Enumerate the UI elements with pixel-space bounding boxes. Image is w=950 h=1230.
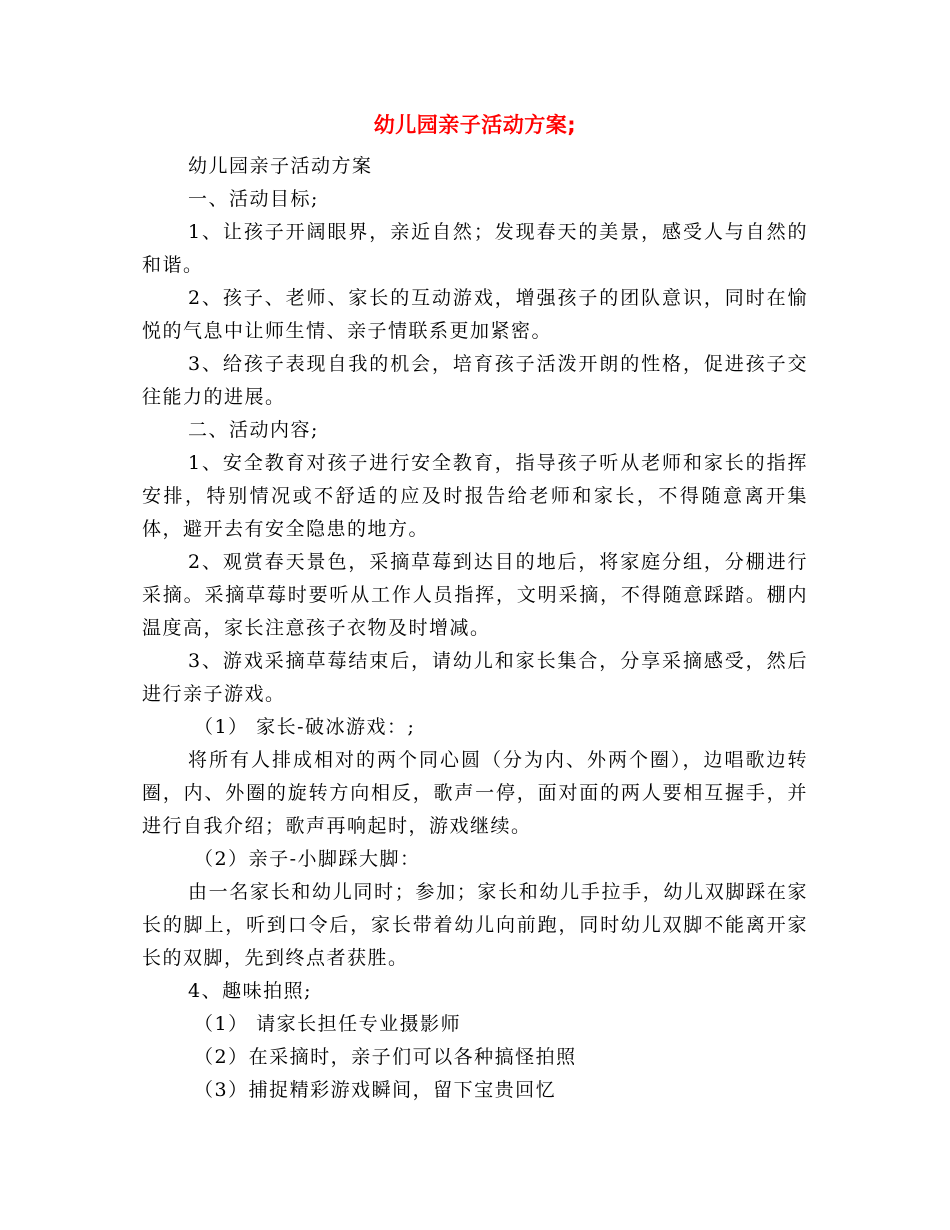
paragraph: 4、趣味拍照; xyxy=(188,980,312,1002)
paragraph: 幼儿园亲子活动方案 xyxy=(188,155,373,177)
paragraph: 二、活动内容; xyxy=(188,419,319,441)
document-title: 幼儿园亲子活动方案; xyxy=(373,113,577,137)
paragraph: 2、观赏春天景色，采摘草莓到达目的地后，将家庭分组，分棚进行采摘。采摘草莓时要听从工作人员指挥，文明采摘，不得随意踩踏。棚内温度高，家长注意孩子衣物及时增减。 xyxy=(142,551,808,639)
paragraph: （1） 请家长担任专业摄影师 xyxy=(194,1013,462,1035)
paragraph: 1、让孩子开阔眼界，亲近自然；发现春天的美景，感受人与自然的和谐。 xyxy=(142,221,808,276)
paragraph: 将所有人排成相对的两个同心圆（分为内、外两个圈），边唱歌边转圈，内、外圈的旋转方向相反，歌声一停，面对面的两人要相互握手，并进行自我介绍；歌声再响起时，游戏继续。 xyxy=(142,749,808,837)
paragraph: 由一名家长和幼儿同时；参加；家长和幼儿手拉手，幼儿双脚踩在家长的脚上，听到口令后，家长带着幼儿向前跑，同时幼儿双脚不能离开家长的双脚，先到终点者获胜。 xyxy=(142,881,808,969)
document-body xyxy=(142,150,808,1107)
paragraph: 3、游戏采摘草莓结束后，请幼儿和家长集合，分享采摘感受，然后进行亲子游戏。 xyxy=(142,650,808,705)
paragraph: （1） 家长-破冰游戏：; xyxy=(194,716,416,738)
paragraph: （2）亲子-小脚踩大脚： xyxy=(194,848,421,870)
paragraph: 2、孩子、老师、家长的互动游戏，增强孩子的团队意识，同时在愉悦的气息中让师生情、亲子情联系更加紧密。 xyxy=(142,287,808,342)
paragraph: 1、安全教育对孩子进行安全教育，指导孩子听从老师和家长的指挥安排，特别情况或不舒适的应及时报告给老师和家长，不得随意离开集体，避开去有安全隐患的地方。 xyxy=(142,452,808,540)
paragraph: 一、活动目标; xyxy=(188,188,319,210)
paragraph: （2）在采摘时，亲子们可以各种搞怪拍照 xyxy=(194,1046,577,1068)
paragraph: （3）捕捉精彩游戏瞬间，留下宝贵回忆 xyxy=(194,1079,557,1101)
paragraph: 3、给孩子表现自我的机会，培育孩子活泼开朗的性格，促进孩子交往能力的进展。 xyxy=(142,353,808,408)
